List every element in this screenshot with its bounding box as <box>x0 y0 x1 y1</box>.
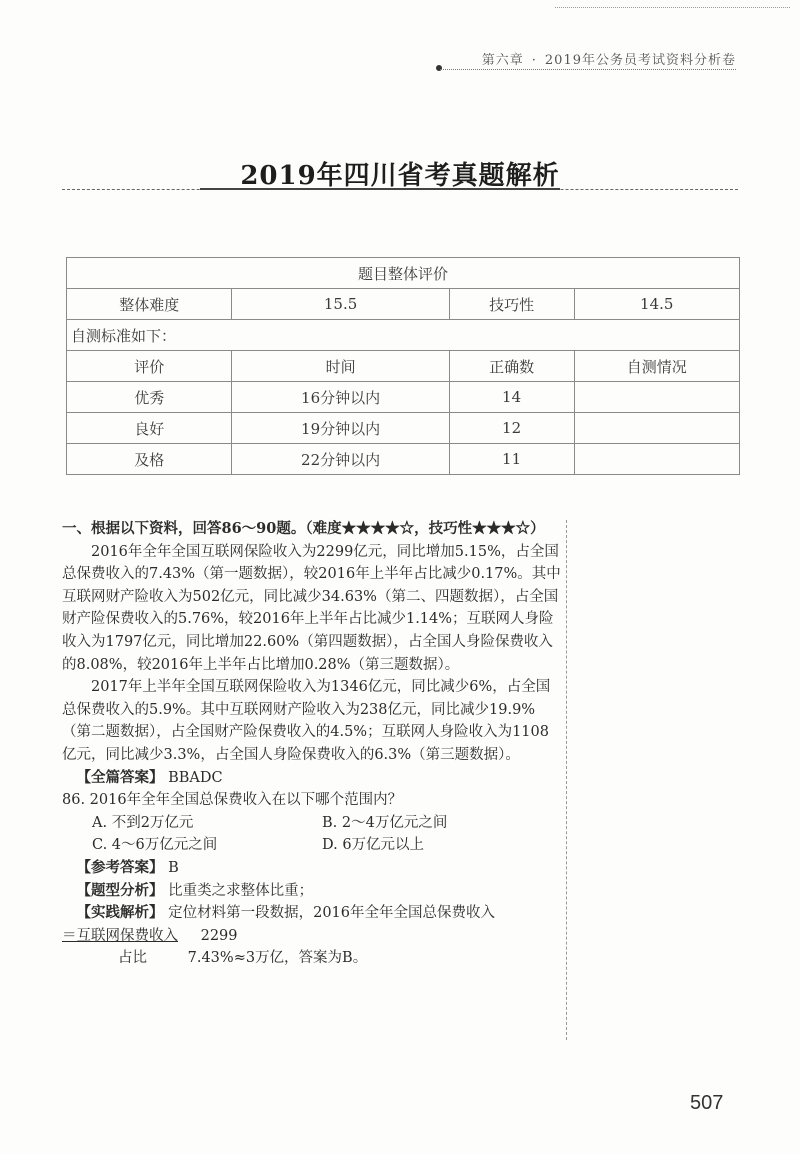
running-head-book: 2019年公务员考试资料分析卷 <box>544 53 736 68</box>
grade-cell <box>574 382 740 413</box>
page-title: 2019年四川省考真题解析 <box>240 161 560 191</box>
formula-middle: 占比 <box>118 950 147 967</box>
grade-cell: 及格 <box>67 444 232 475</box>
grade-cell: 19分钟以内 <box>232 413 449 444</box>
running-head-bullet <box>436 65 442 71</box>
formula-left: ＝互联网保费收入 <box>62 927 178 944</box>
grade-cell <box>574 413 740 444</box>
solution-text: 定位材料第一段数据，2016年全年全国总保费收入 <box>168 905 496 922</box>
difficulty-label: 整体难度 <box>67 289 232 320</box>
grade-row <box>67 413 740 444</box>
grade-cell <box>574 444 740 475</box>
question-type-value: 比重类之求整体比重； <box>168 882 314 899</box>
full-answer-label: 【全篇答案】 <box>76 768 164 786</box>
question-stem: 86. 2016年全年全国总保费收入在以下哪个范围内？ <box>62 792 403 809</box>
margin-dashed-line <box>566 520 567 1040</box>
formula-numerator: 2299 <box>200 927 238 944</box>
page-number: 507 <box>690 1092 724 1114</box>
option-b: B. 2～4万亿元之间 <box>322 814 448 831</box>
skill-value: 14.5 <box>574 289 740 320</box>
grade-header-row <box>67 351 740 382</box>
grade-header-cell: 时间 <box>232 351 449 382</box>
skill-label: 技巧性 <box>449 289 574 320</box>
running-head-rule <box>440 69 736 70</box>
grade-cell: 良好 <box>67 413 232 444</box>
grade-row <box>67 382 740 413</box>
grade-header-cell: 正确数 <box>449 351 574 382</box>
question-content <box>62 518 562 970</box>
evaluation-heading: 题目整体评价 <box>67 258 740 289</box>
material-paragraph-2: 2017年上半年全国互联网保险收入为1346亿元，同比减少6%，占全国总保费收入的5.9%。其中互联网财产险收入为238亿元，同比减少19.9%（第二题数据），占全国财产险保费收入的4.5%；互联网人身险收入为1108亿元，同比减少3.3%，占全国人身险保费收入的6.3%（第三题数据）。 <box>62 679 551 763</box>
reference-answer-value: B <box>168 859 179 876</box>
title-rule-solid <box>200 188 560 190</box>
section-heading: 一、根据以下资料，回答86～90题。（难度★★★★☆，技巧性★★★☆） <box>62 520 545 537</box>
evaluation-table <box>66 257 740 475</box>
formula-line-1 <box>62 925 562 948</box>
options-row-1 <box>62 812 562 835</box>
difficulty-value: 15.5 <box>232 289 449 320</box>
grade-header-cell: 评价 <box>67 351 232 382</box>
solution-line <box>62 902 562 925</box>
full-answer-value: BBADC <box>168 769 223 786</box>
standard-label: 自测标准如下： <box>67 320 740 351</box>
grade-cell: 16分钟以内 <box>232 382 449 413</box>
grade-row <box>67 444 740 475</box>
reference-answer-label: 【参考答案】 <box>76 858 164 876</box>
question-type-line <box>62 880 562 903</box>
grade-cell: 14 <box>449 382 574 413</box>
formula-line-2 <box>62 947 562 970</box>
option-a: A. 不到2万亿元 <box>92 814 194 831</box>
solution-label: 【实践解析】 <box>76 904 164 922</box>
formula-tail: ≈3万亿，答案为B。 <box>233 950 368 967</box>
option-d: D. 6万亿元以上 <box>322 837 425 854</box>
options-row-2 <box>62 834 562 857</box>
reference-answer-line <box>62 857 562 880</box>
grade-cell: 优秀 <box>67 382 232 413</box>
running-head: 第六章 · 2019年公务员考试资料分析卷 <box>481 53 736 68</box>
grade-cell: 12 <box>449 413 574 444</box>
full-answer-line <box>62 767 562 790</box>
formula-denominator: 7.43% <box>187 950 234 967</box>
grade-header-cell: 自测情况 <box>574 351 740 382</box>
question-type-label: 【题型分析】 <box>76 881 164 899</box>
material-paragraph-1: 2016年全年全国互联网保险收入为2299亿元，同比增加5.15%，占全国总保费收入的7.43%（第一题数据），较2016年上半年占比减少0.17%。其中互联网财产险收入为502亿元，同比减少34.63%（第二、四题数据），占全国财产险保费收入的5.76%，较2016年上半年占比减少1.14%；互联网人身险收入为1797亿元，同比增加22.60%（第四题数据），占全国人身险保费收入的8.08%，较2016年上半年占比增加0.28%（第三题数据）。 <box>62 543 561 673</box>
grade-cell: 11 <box>449 444 574 475</box>
option-c: C. 4～6万亿元之间 <box>92 837 218 854</box>
top-dotted-rule <box>555 7 790 8</box>
running-head-chapter: 第六章 <box>481 53 524 68</box>
grade-cell: 22分钟以内 <box>232 444 449 475</box>
